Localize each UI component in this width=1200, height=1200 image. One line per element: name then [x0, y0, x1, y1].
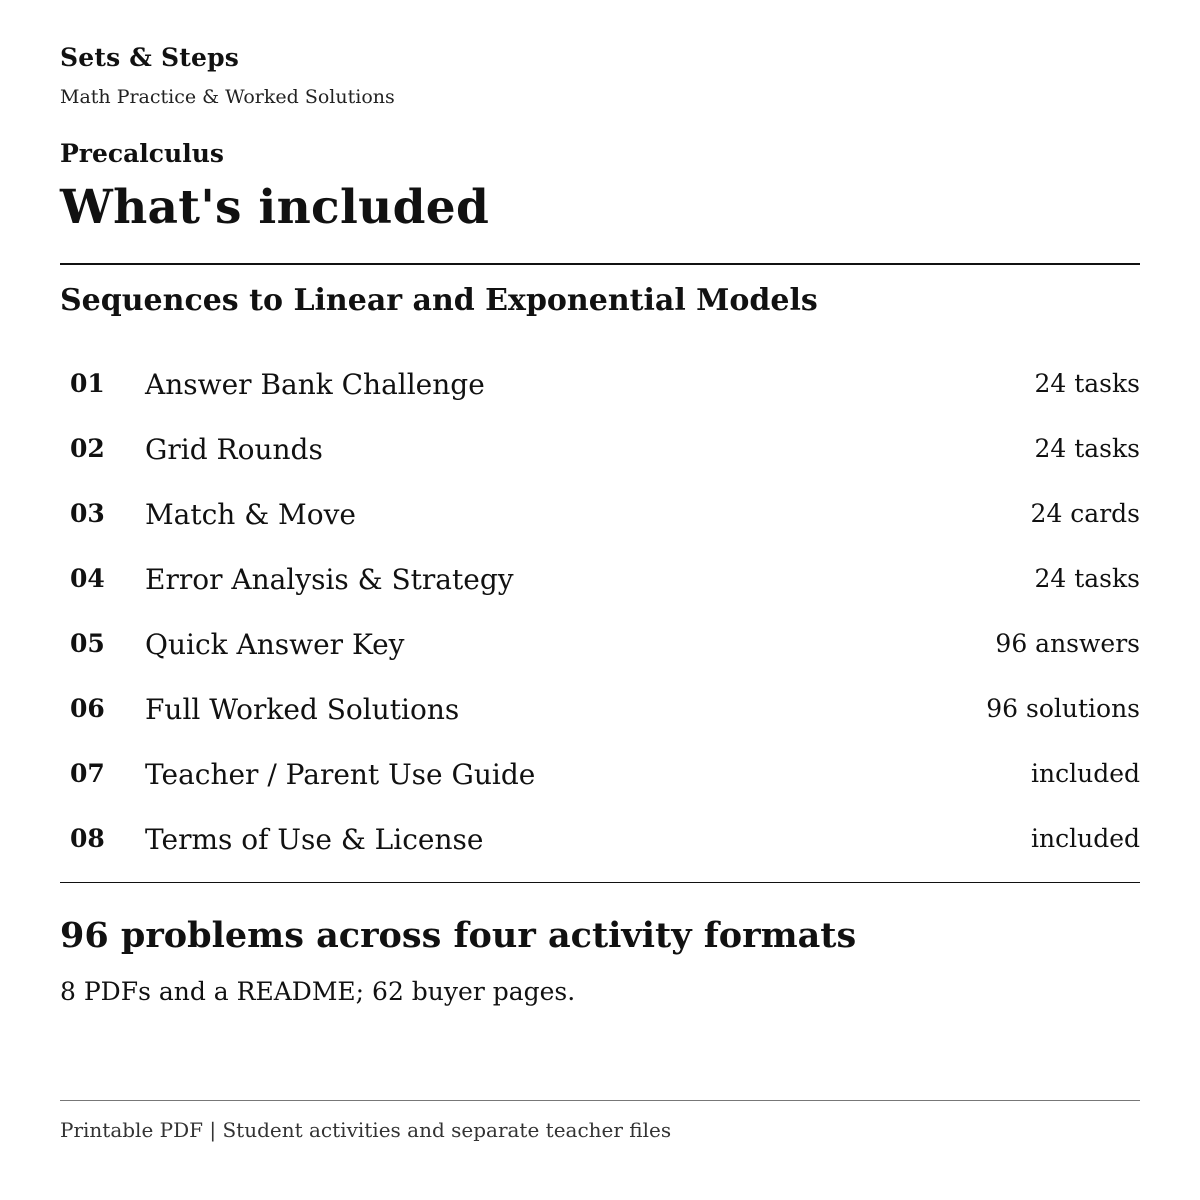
item-number: 02 — [70, 434, 105, 463]
item-number: 07 — [70, 759, 105, 788]
footer-divider — [60, 1100, 1140, 1101]
brand-name: Sets & Steps — [60, 43, 240, 72]
contents-row — [60, 612, 1140, 677]
item-label: Terms of Use & License — [145, 823, 484, 856]
item-label: Answer Bank Challenge — [145, 368, 485, 401]
item-number: 04 — [70, 564, 105, 593]
item-count: 24 cards — [1030, 499, 1140, 528]
item-count: 24 tasks — [1034, 564, 1140, 593]
contents-list — [60, 352, 1140, 872]
contents-row — [60, 807, 1140, 872]
item-label: Error Analysis & Strategy — [145, 563, 514, 596]
contents-row — [60, 547, 1140, 612]
brand-tagline: Math Practice & Worked Solutions — [60, 86, 395, 108]
subject-label: Precalculus — [60, 139, 224, 168]
product-page — [60, 0, 1140, 1200]
contents-row — [60, 482, 1140, 547]
item-label: Match & Move — [145, 498, 356, 531]
item-count: 24 tasks — [1034, 369, 1140, 398]
item-count: included — [1031, 759, 1140, 788]
contents-row — [60, 417, 1140, 482]
item-label: Full Worked Solutions — [145, 693, 460, 726]
unit-title: Sequences to Linear and Exponential Models — [60, 283, 818, 318]
contents-row — [60, 742, 1140, 807]
item-count: included — [1031, 824, 1140, 853]
page-title: What's included — [60, 180, 490, 235]
item-number: 06 — [70, 694, 105, 723]
contents-row — [60, 677, 1140, 742]
summary-text: 8 PDFs and a README; 62 buyer pages. — [60, 977, 576, 1006]
item-number: 03 — [70, 499, 105, 528]
item-number: 05 — [70, 629, 105, 658]
header-divider — [60, 263, 1140, 265]
item-label: Teacher / Parent Use Guide — [145, 758, 536, 791]
item-label: Grid Rounds — [145, 433, 323, 466]
contents-row — [60, 352, 1140, 417]
item-number: 08 — [70, 824, 105, 853]
footer-text: Printable PDF | Student activities and separate teacher files — [60, 1118, 672, 1142]
contents-divider — [60, 882, 1140, 883]
summary-title: 96 problems across four activity formats — [60, 915, 857, 956]
item-count: 96 solutions — [986, 694, 1140, 723]
item-number: 01 — [70, 369, 105, 398]
item-count: 96 answers — [995, 629, 1140, 658]
item-count: 24 tasks — [1034, 434, 1140, 463]
item-label: Quick Answer Key — [145, 628, 405, 661]
